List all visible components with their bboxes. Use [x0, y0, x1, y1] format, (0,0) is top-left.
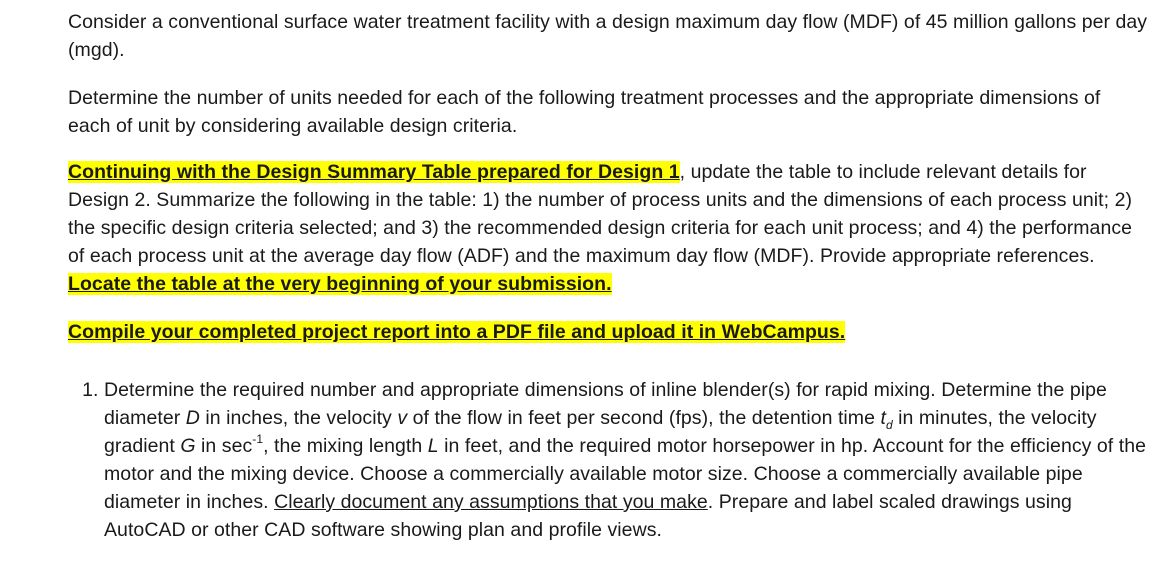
- task-list: [68, 376, 1148, 544]
- item1-sec-superscript: -1: [252, 431, 264, 446]
- compile-highlight: Compile your completed project report into a PDF file and upload it in WebCampus.: [68, 321, 846, 343]
- item1-var-v: v: [397, 407, 408, 429]
- summary-highlight-end: Locate the table at the very beginning of your submission.: [68, 273, 612, 295]
- compile-paragraph: [68, 318, 1148, 346]
- item1-text-2: in inches, the velocity: [199, 407, 398, 429]
- task-paragraph: [68, 84, 1148, 140]
- item1-var-t-subscript: d: [885, 417, 893, 432]
- item1-var-L: L: [427, 435, 439, 457]
- item1-text-5: in sec: [195, 435, 253, 457]
- item1-text-7: in feet, and the required motor horsepower in hp. Account for the efficiency of the motor and the mixing device. Choose a commercially available motor size. Choose a commercially available pipe diameter in inches.: [104, 435, 1146, 513]
- item1-text-6: , the mixing length: [263, 435, 428, 457]
- task-text: Determine the number of units needed for each of the following treatment processes and the appropriate dimensions of each of unit by considering available design criteria.: [68, 87, 1101, 137]
- item1-text-3: of the flow in feet per second (fps), the detention time: [407, 407, 881, 429]
- document-page: [68, 8, 1148, 544]
- item1-var-G: G: [180, 435, 196, 457]
- intro-text: Consider a conventional surface water treatment facility with a design maximum day flow (MDF) of 45 million gallons per day (mgd).: [68, 11, 1148, 61]
- item1-var-D: D: [185, 407, 200, 429]
- item1-text-1: Determine the required number and appropriate dimensions of inline blender(s) for rapid mixing. Determine the pipe diameter: [104, 379, 1107, 429]
- intro-paragraph: [68, 8, 1148, 64]
- item1-var-t: t: [880, 407, 886, 429]
- item1-text-4: in minutes, the velocity gradient: [104, 407, 1097, 457]
- list-item: [104, 376, 1148, 544]
- item1-text-8: . Prepare and label scaled drawings using AutoCAD or other CAD software showing plan and profile views.: [104, 491, 1072, 541]
- summary-paragraph: [68, 158, 1148, 298]
- summary-body: , update the table to include relevant details for Design 2. Summarize the following in the table: 1) the number of process units and the dimensions of each process unit; 2) the specific design criteria selected; and 3) the recommended design criteria for each unit process; and 4) the performance of each process unit at the average day flow (ADF) and the maximum day flow (MDF). Provide appropriate references.: [68, 161, 1133, 267]
- item1-underlined-assumptions: Clearly document any assumptions that you make: [274, 491, 708, 513]
- summary-highlight-start: Continuing with the Design Summary Table prepared for Design 1: [68, 161, 680, 183]
